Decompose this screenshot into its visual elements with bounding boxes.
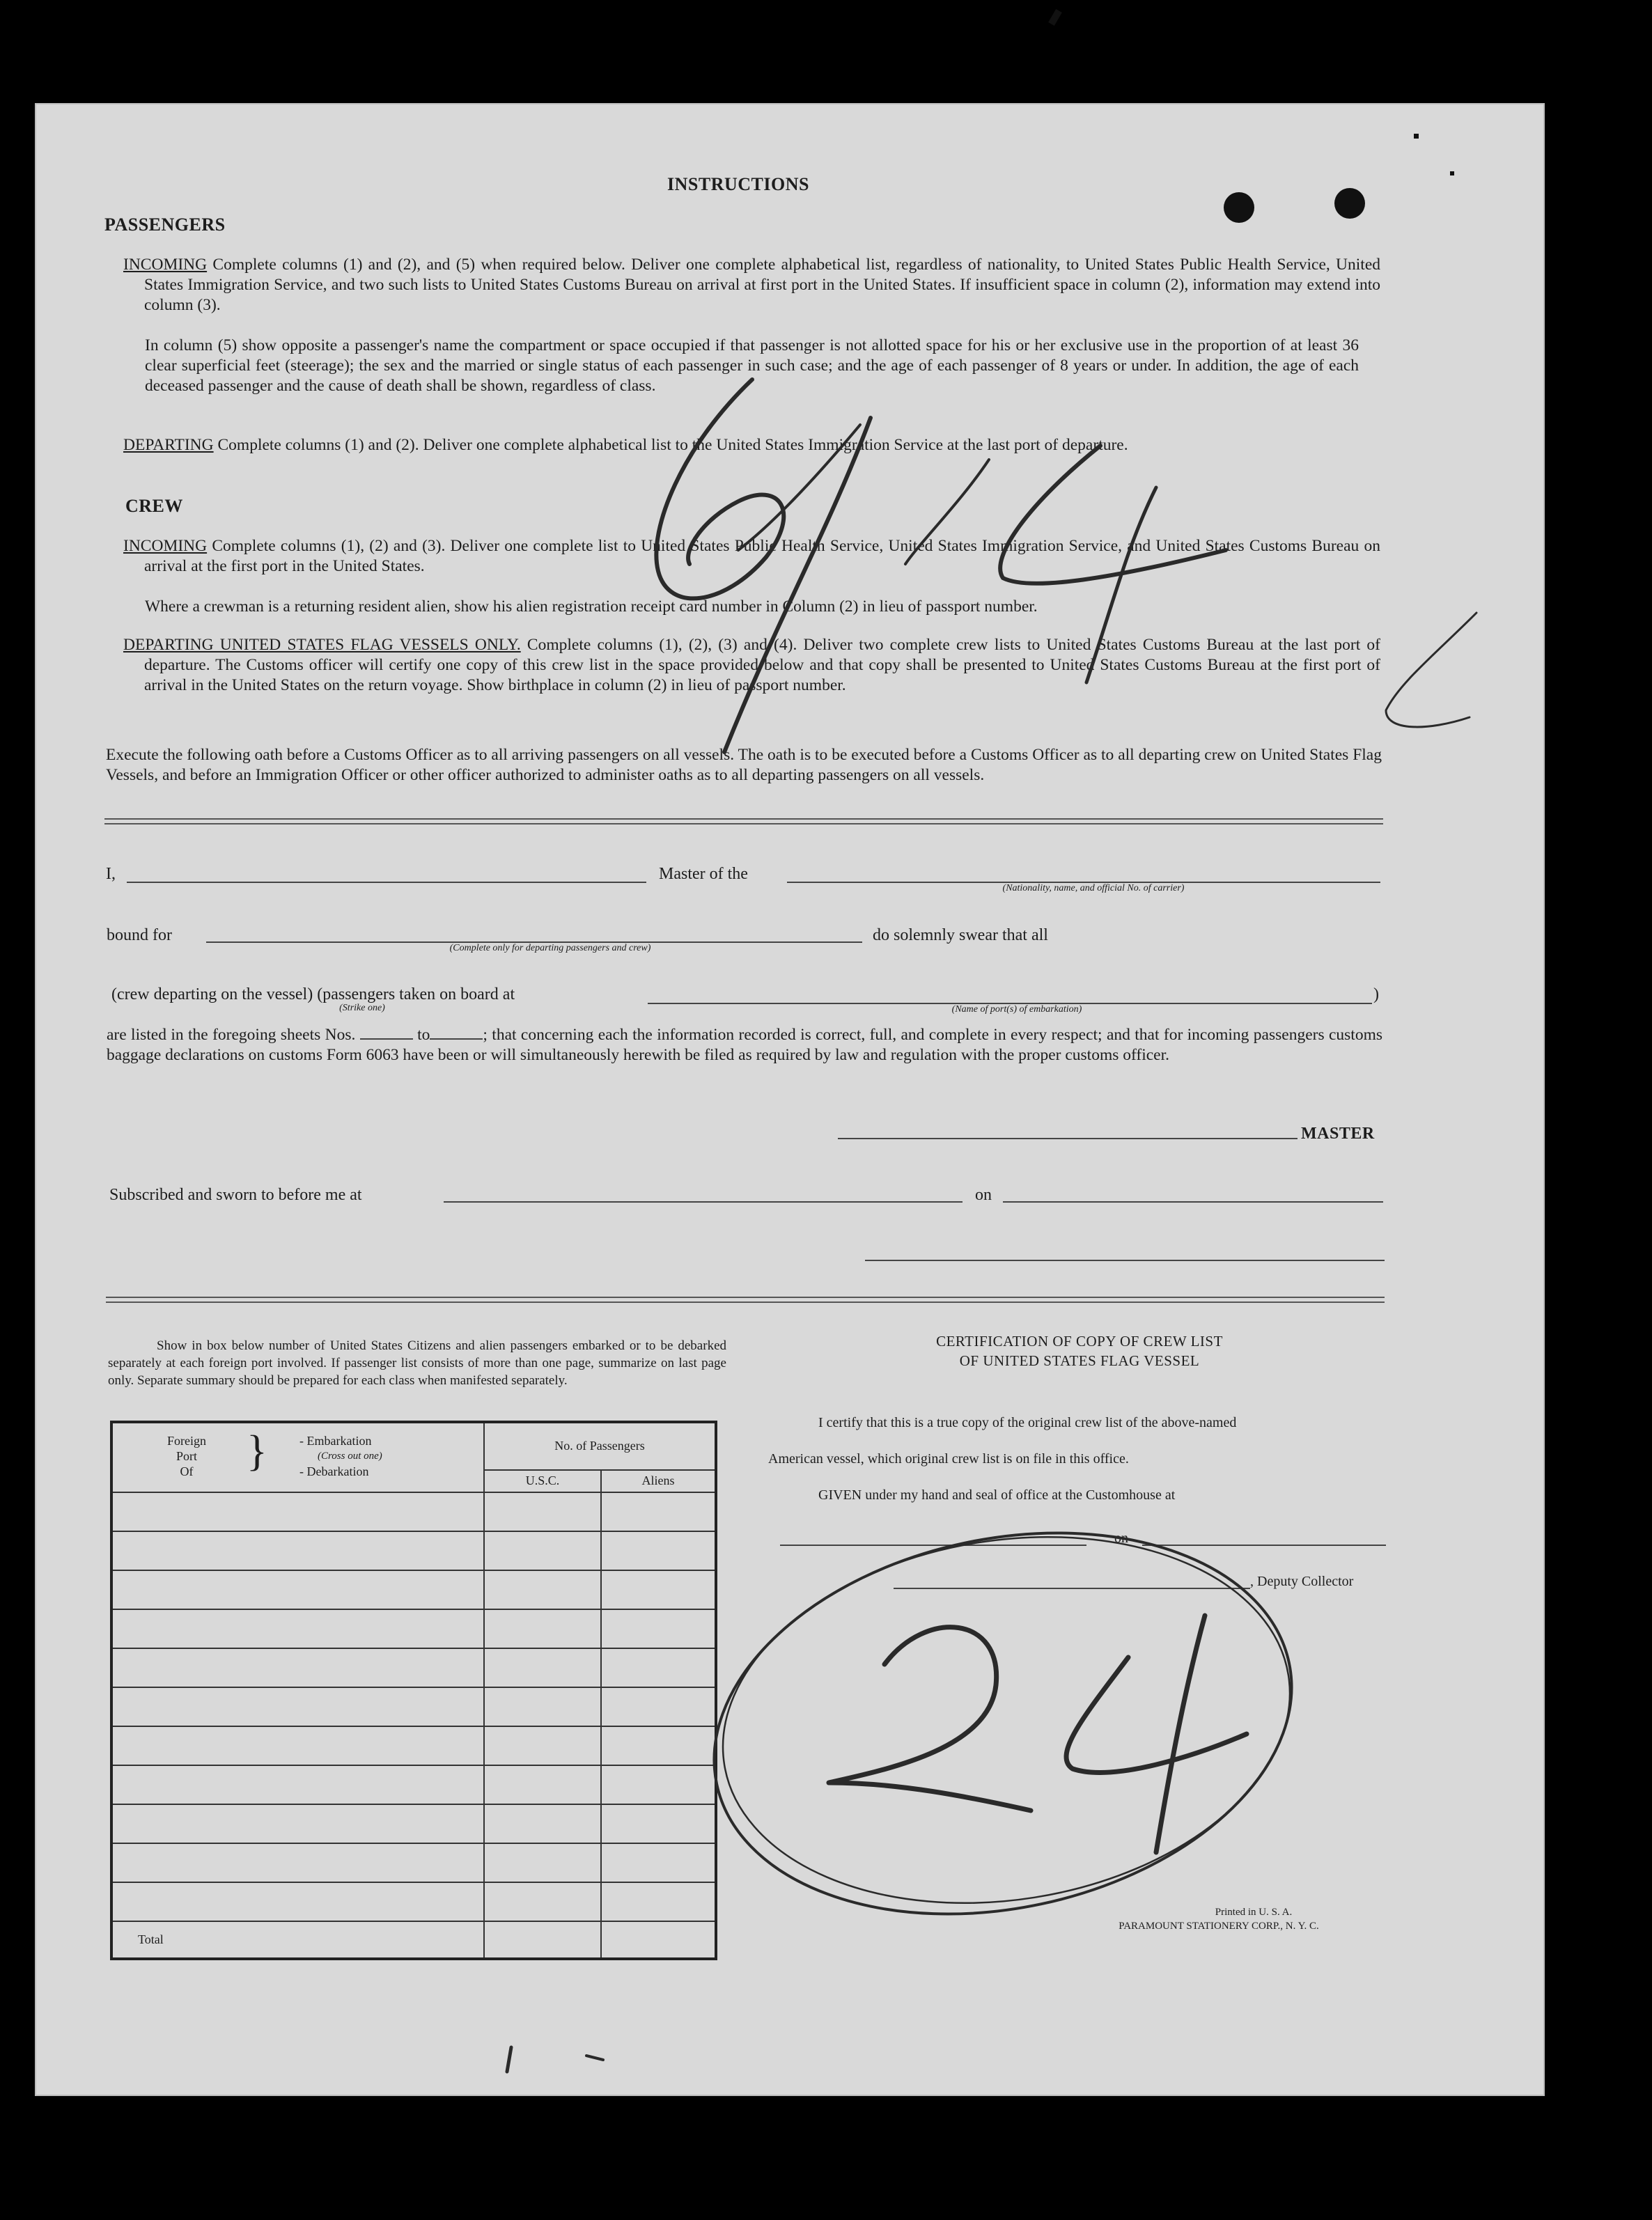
total-label: Total — [111, 1921, 484, 1959]
port-line-2: Port — [176, 1449, 197, 1463]
page-title: INSTRUCTIONS — [667, 174, 809, 194]
oath-intro: Execute the following oath before a Customs Officer as to all arriving passengers on all vessels. The oath is to be executed before a Customs Officer as to all departing crew on United States Flag Vessels, and before an Immigration Officer or other officer authorized to administer oaths as to all departing passengers on all vessels. — [106, 746, 1382, 784]
cross-out-note: (Cross out one) — [318, 1451, 382, 1462]
embarkation-option[interactable]: - Embarkation — [299, 1434, 372, 1448]
crew-heading: CREW — [125, 496, 183, 516]
printer-line1: Printed in U. S. A. — [1215, 1907, 1293, 1918]
passengers-departing-text: Complete columns (1) and (2). Deliver one complete alphabetical list to the United States Immigration Service at the last port of departure. — [217, 436, 1128, 454]
summary-instructions: Show in box below number of United States Citizens and alien passengers embarked or to be debarked separately at each foreign port involved. If passenger list consists of more than one page, summarize on last page only. Separate summary should be prepared for each class when manifested separately. — [108, 1338, 726, 1388]
cert-title-line2: OF UNITED STATES FLAG VESSEL — [959, 1352, 1200, 1369]
passengers-incoming-text: Complete columns (1) and (2), and (5) when required below. Deliver one complete alphabetical list, regardless of nationality, to United States Public Health Service, United States Immigration Service, and two such lists to United States Customs Bureau on arrival at first port in the United States. If insufficient space in column (2), information may extend into column (3). — [144, 256, 1380, 314]
master-of-label: Master of the — [659, 865, 748, 883]
port-line-3: Of — [180, 1464, 194, 1478]
handwritten-4 — [1000, 446, 1226, 584]
master-label: MASTER — [1301, 1125, 1375, 1143]
cert-on-label: on — [1114, 1531, 1128, 1546]
circle-mark — [678, 1482, 1327, 1964]
passengers-departing-label: DEPARTING — [123, 436, 214, 454]
crew-incoming-text: Complete columns (1), (2) and (3). Deliver one complete list to United States Public Health Service, United States Immigration Service, and United States Customs Bureau on arrival at the first port in the United States. — [144, 537, 1380, 575]
usc-header: U.S.C. — [484, 1470, 601, 1492]
handwritten-2 — [829, 1627, 1031, 1811]
crew-resident: Where a crewman is a returning resident alien, show his alien registration receipt card number in Column (2) in lieu of passport number. — [145, 597, 1038, 616]
sworn-on-label: on — [975, 1186, 992, 1204]
passengers-heading: PASSENGERS — [104, 214, 226, 235]
ports-caption: (Name of port(s) of embarkation) — [951, 1004, 1082, 1015]
crew-incoming-label: INCOMING — [123, 537, 208, 555]
strike-one-caption: (Strike one) — [339, 1003, 385, 1013]
handwritten-4-circle — [1066, 1657, 1247, 1772]
handwritten-6 — [656, 380, 784, 598]
cert-line2: American vessel, which original crew list is on file in this office. — [768, 1451, 1129, 1467]
port-line-1: Foreign — [167, 1434, 206, 1448]
no-passengers-header: No. of Passengers — [484, 1422, 716, 1470]
listed-rest: ; that concerning each the information recorded is correct, full, and complete in every respect; and that for incoming passengers customs baggage declarations on customs Form 6063 have been or will simultaneously herewith be filed as required by law and regulation with the proper customs officer. — [107, 1026, 1382, 1064]
printer-line2: PARAMOUNT STATIONERY CORP., N. Y. C. — [1119, 1921, 1319, 1932]
bound-for-label: bound for — [107, 926, 172, 944]
margin-squiggle — [1386, 613, 1476, 727]
to-label: to — [417, 1026, 430, 1044]
close-paren: ) — [1373, 985, 1379, 1003]
aliens-header: Aliens — [601, 1470, 716, 1492]
brace-icon: } — [247, 1428, 267, 1475]
debarkation-option[interactable]: - Debarkation — [299, 1464, 369, 1478]
handwritten-1 — [724, 418, 871, 752]
subscribed-label: Subscribed and sworn to before me at — [109, 1186, 362, 1204]
bound-for-caption: (Complete only for departing passengers and crew) — [449, 943, 651, 953]
crew-departing-label: (crew departing on the vessel) (passengers taken on board at — [111, 985, 515, 1003]
crew-flag-text: Complete columns (1), (2), (3) and (4). Deliver two complete crew lists to United States Customs Bureau at the last port of departure. The Customs officer will certify one copy of this crew list in the space provided below and that copy shall be presented to United States Customs Bureau at the first port of arrival in the United States on the return voyage. Show birthplace in column (2) in lieu of passport number. — [144, 636, 1380, 694]
oath-i-label: I, — [106, 865, 116, 883]
listed-start: are listed in the foregoing sheets Nos. — [107, 1026, 356, 1044]
cert-line3: GIVEN under my hand and seal of office at the Customhouse at — [818, 1487, 1176, 1503]
cert-line1: I certify that this is a true copy of the original crew list of the above-named — [818, 1415, 1237, 1430]
carrier-caption: (Nationality, name, and official No. of carrier) — [1002, 883, 1185, 893]
crew-flag-label: DEPARTING UNITED STATES FLAG VESSELS ONLY. — [123, 636, 521, 654]
deputy-collector-label: , Deputy Collector — [1250, 1574, 1354, 1589]
passengers-column5: In column (5) show opposite a passenger's name the compartment or space occupied if that passenger is not allotted space for his or her exclusive use in the proportion of at least 36 clear superficial feet (steerage); the sex and the married or single status of each passenger in such case; and the age of each passenger of 8 years or under. In addition, the age of each deceased passenger and the cause of death shall be shown, regardless of class. — [145, 336, 1359, 395]
passengers-incoming-label: INCOMING — [123, 256, 208, 274]
swear-label: do solemnly swear that all — [873, 926, 1048, 944]
cert-title-line1: CERTIFICATION OF COPY OF CREW LIST — [936, 1333, 1223, 1350]
